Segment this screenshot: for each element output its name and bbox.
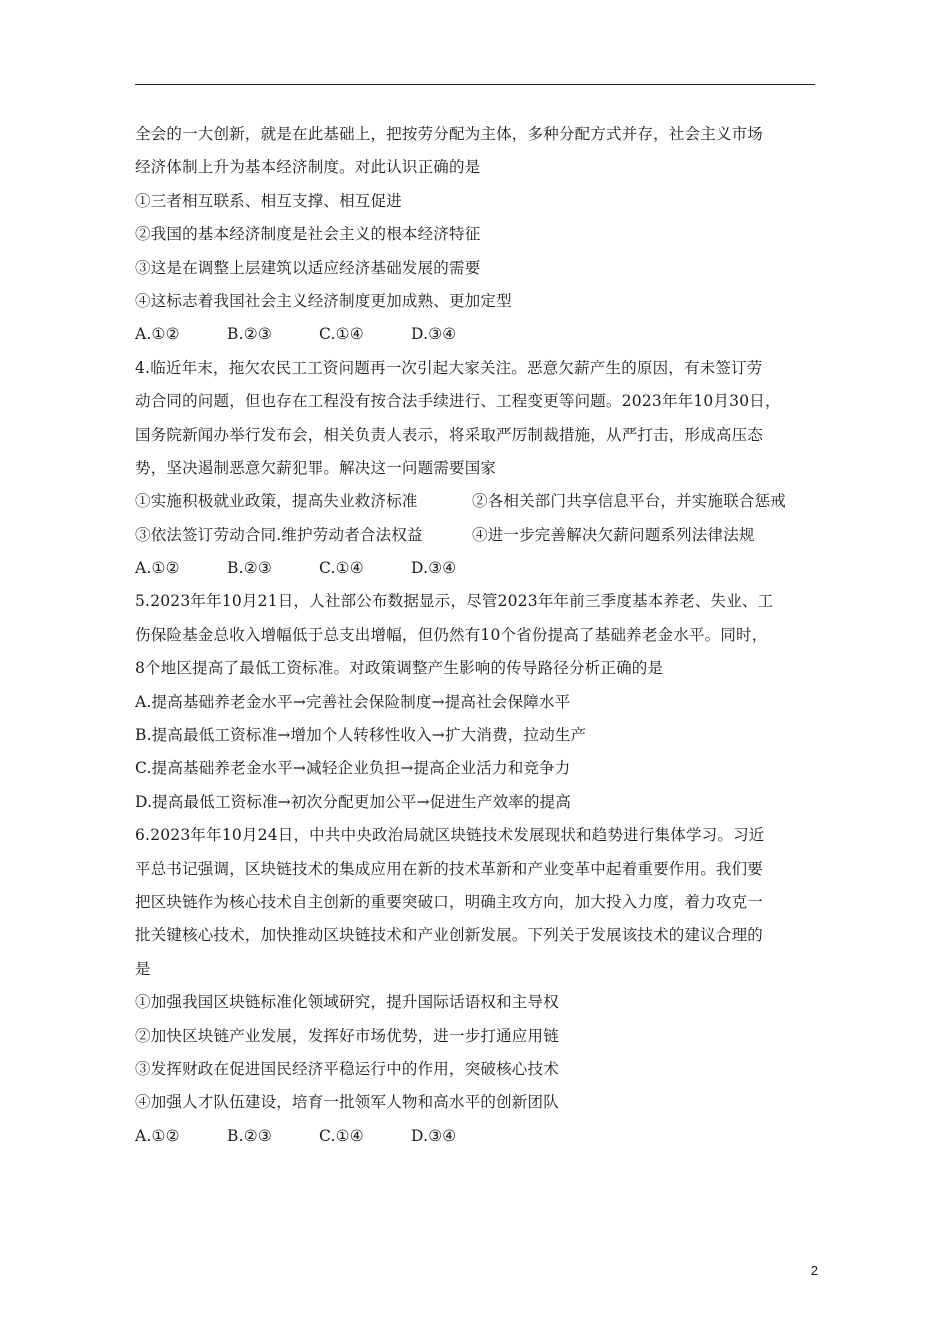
question-4 <box>135 352 825 586</box>
option-c: C.①④ <box>319 325 364 344</box>
statement-item: ④这标志着我国社会主义经济制度更加成熟、更加定型 <box>135 291 512 310</box>
statement-row <box>135 485 825 518</box>
question-6 <box>135 819 825 1153</box>
option-d: D.③④ <box>411 325 457 344</box>
question-stem-line: 伤保险基金总收入增幅低于总支出增幅，但仍然有10个省份提高了基础养老金水平。同时， <box>135 625 768 644</box>
answer-options <box>135 552 825 585</box>
statement-item: ②我国的基本经济制度是社会主义的根本经济特征 <box>135 225 481 244</box>
question-stem-line: 4.临近年末，拖欠农民工工资问题再一次引起大家关注。恶意欠薪产生的原因，有未签订劳 <box>135 358 763 377</box>
page-content <box>135 118 825 1153</box>
option-a: A.①② <box>135 559 180 578</box>
answer-options <box>135 1120 825 1153</box>
statement-item: ①三者相互联系、相互支撑、相互促进 <box>135 191 402 210</box>
statement-row <box>135 519 825 552</box>
option-d: D.③④ <box>411 1126 457 1145</box>
question-3 <box>135 118 825 352</box>
statement-item: ②加快区块链产业发展，发挥好市场优势，进一步打通应用链 <box>135 1026 559 1045</box>
option-c: C.①④ <box>319 559 364 578</box>
question-stem-line: 8个地区提高了最低工资标准。对政策调整产生影响的传导路径分析正确的是 <box>135 659 664 678</box>
option-b: B.②③ <box>227 1126 272 1145</box>
question-stem-line: 是 <box>135 959 151 978</box>
statement-item: ④加强人才队伍建设，培育一批领军人物和高水平的创新团队 <box>135 1093 559 1112</box>
question-stem-line: 把区块链作为核心技术自主创新的重要突破口，明确主攻方向，加大投入力度，着力攻克一 <box>135 892 764 911</box>
statement-item: ③这是在调整上层建筑以适应经济基础发展的需要 <box>135 258 481 277</box>
option-a: A.提高基础养老金水平→完善社会保险制度→提高社会保障水平 <box>135 692 571 711</box>
question-stem-line: 平总书记强调，区块链技术的集成应用在新的技术革新和产业变革中起着重要作用。我们要 <box>135 859 764 878</box>
question-stem-line: 批关键核心技术，加快推动区块链技术和产业创新发展。下列关于发展该技术的建议合理的 <box>135 926 764 945</box>
statement-item: ①加强我国区块链标准化领域研究，提升国际话语权和主导权 <box>135 993 559 1012</box>
question-stem-line: 6.2023年年10月24日，中共中央政治局就区块链技术发展现状和趋势进行集体学习。习近 <box>135 826 765 845</box>
option-b: B.②③ <box>227 559 272 578</box>
option-c: C.①④ <box>319 1126 364 1145</box>
statement-item: ③发挥财政在促进国民经济平稳运行中的作用，突破核心技术 <box>135 1059 559 1078</box>
statement-item: ④进一步完善解决欠薪问题系列法律法规 <box>472 525 755 544</box>
statement-item: ③依法签订劳动合同.维护劳动者合法权益 <box>135 525 423 544</box>
statement-item: ②各相关部门共享信息平台，并实施联合惩戒 <box>472 492 787 511</box>
option-d: D.提高最低工资标准→初次分配更加公平→促进生产效率的提高 <box>135 792 572 811</box>
question-5 <box>135 585 825 819</box>
question-stem-line: 经济体制上升为基本经济制度。对此认识正确的是 <box>135 158 481 177</box>
question-stem-line: 5.2023年年10月21日，人社部公布数据显示，尽管2023年年前三季度基本养老、失业、工 <box>135 592 774 611</box>
option-b: B.②③ <box>227 325 272 344</box>
option-c: C.提高基础养老金水平→减轻企业负担→提高企业活力和竞争力 <box>135 759 571 778</box>
page-number: 2 <box>810 1263 818 1278</box>
option-a: A.①② <box>135 325 180 344</box>
question-stem-line: 动合同的问题，但也存在工程没有按合法手续进行、工程变更等问题。2023年年10月30日， <box>135 392 781 411</box>
header-rule <box>135 84 815 85</box>
option-d: D.③④ <box>411 559 457 578</box>
question-stem-line: 势，坚决遏制恶意欠薪犯罪。解决这一问题需要国家 <box>135 458 497 477</box>
question-stem-line: 国务院新闻办举行发布会，相关负责人表示，将采取严厉制裁措施，从严打击，形成高压态 <box>135 425 764 444</box>
question-stem-line: 全会的一大创新，就是在此基础上，把按劳分配为主体，多种分配方式并存，社会主义市场 <box>135 125 764 143</box>
answer-options <box>135 318 825 351</box>
option-a: A.①② <box>135 1126 180 1145</box>
option-b: B.提高最低工资标准→增加个人转移性收入→扩大消费，拉动生产 <box>135 726 587 745</box>
statement-item: ①实施积极就业政策，提高失业救济标准 <box>135 492 418 511</box>
